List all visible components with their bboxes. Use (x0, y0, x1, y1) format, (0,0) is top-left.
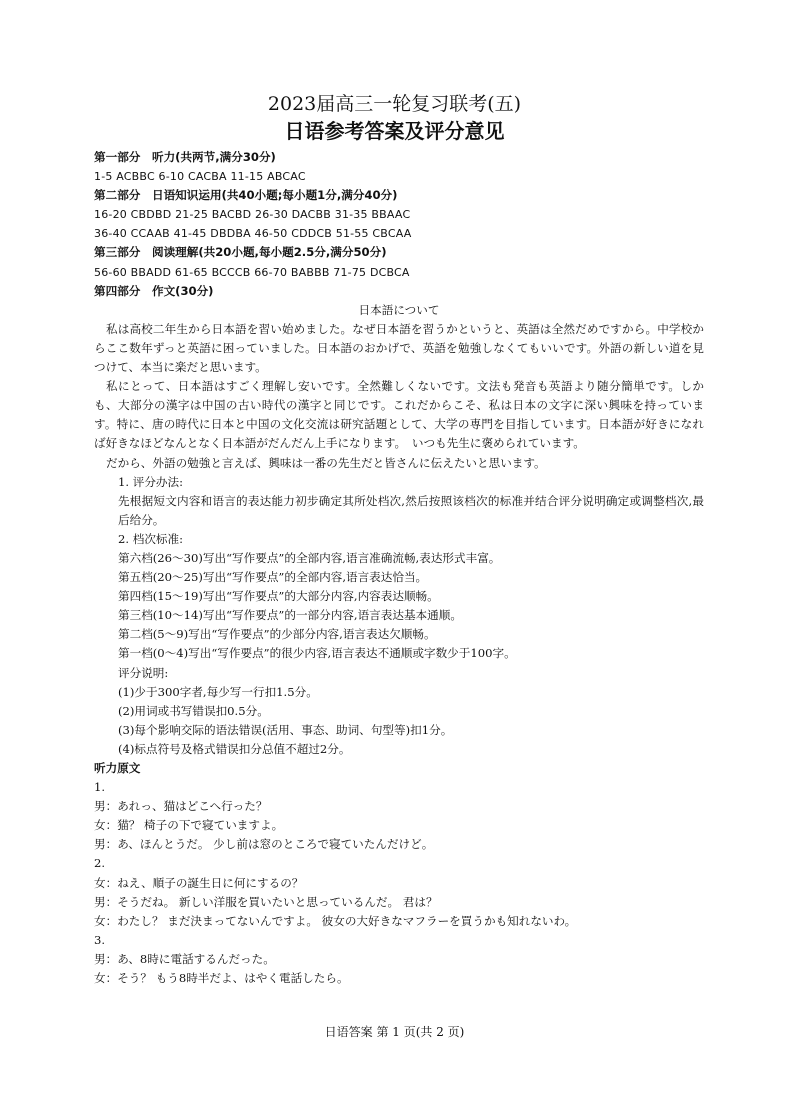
scoring-notes-heading: 评分说明: (118, 665, 169, 680)
part3-answers: 56-60 BBADD 61-65 BCCCB 66-70 BABBB 71-75 DCBCA (94, 265, 410, 279)
part2-answers-row2: 36-40 CCAAB 41-45 DBDBA 46-50 CDDCB 51-55 CBCAA (94, 227, 412, 241)
essay-paragraph-1: 私は高校二年生から日本語を習い始めました。なぜ日本語を習うかというと、英語は全然だめですから。中学校からここ数年ずっと英語に困っていました。日本語のおかげで、英語を勉強しなくてもいいです。外語の新しい道を見つけて、本当に楽だと思います。 (94, 321, 704, 375)
scoring-note: (4)标点符号及格式错误扣分总值不超过2分。 (118, 741, 351, 756)
grade-item: 第四档(15～19)写出“写作要点”的大部分内容,内容表达顺畅。 (118, 589, 439, 604)
grade-item: 第三档(10～14)写出“写作要点”的一部分内容,语言表达基本通顺。 (118, 608, 462, 623)
dialogue-line: 男：あれっ、猫はどこへ行った？ (94, 799, 268, 814)
grade-standard-heading: 2. 档次标准: (118, 531, 184, 546)
dialogue-number: 2. (94, 856, 106, 871)
dialogue-line: 男：あ、ほんとうだ。 少し前は窓のところで寝ていたんだけど。 (94, 837, 434, 852)
part4-heading: 第四部分 作文(30分) (94, 283, 214, 298)
part2-answers-row1: 16-20 CBDBD 21-25 BACBD 26-30 DACBB 31-35 BBAAC (94, 208, 411, 222)
essay-paragraph-3: だから、外語の勉強と言えば、興味は一番の先生だと皆さんに伝えたいと思います。 (106, 455, 546, 470)
part3-heading: 第三部分 阅读理解(共20小题,每小题2.5分,满分50分) (94, 245, 387, 260)
scoring-method-heading: 1. 评分办法: (118, 474, 184, 489)
dialogue-line: 女：そう？ もう8時半だよ、はやく電話したら。 (94, 971, 349, 986)
listening-script-heading: 听力原文 (94, 761, 141, 775)
essay-paragraph-2: 私にとって、日本語はすごく理解し安いです。全然難しくないです。文法も発音も英語より随分簡単です。しかも、大部分の漢字は中国の古い時代の漢字と同じです。これだからこそ、私は日本の文字に深い興味を持っています。特に、唐の時代に日本と中国の文化交流は研究話題として、大学の専門を目指しています。日本語が好きになれば好きなほどなんとなく日本語がだんだん上手になります。 いつも先生に褒められています。 (94, 379, 704, 451)
grade-item: 第一档(0～4)写出“写作要点”的很少内容,语言表达不通顺或字数少于100字。 (118, 646, 516, 661)
scoring-note: (3)每个影响交际的语法错误(活用、事态、助词、句型等)扣1分。 (118, 722, 453, 737)
document-body (94, 148, 704, 988)
dialogue-line: 男：そうだね。 新しい洋服を買いたいと思っているんだ。 君は？ (94, 894, 438, 909)
scoring-note: (1)少于300字者,每少写一行扣1.5分。 (118, 684, 318, 699)
part1-heading: 第一部分 听力(共两节,满分30分) (94, 150, 276, 164)
exam-subtitle: 日语参考答案及评分意见 (284, 119, 505, 143)
scoring-note: (2)用词或书写错误扣0.5分。 (118, 703, 269, 718)
part1-answers: 1-5 ACBBC 6-10 CACBA 11-15 ABCAC (94, 170, 306, 184)
exam-title: 2023届高三一轮复习联考(五) (267, 93, 522, 115)
part2-heading: 第二部分 日语知识运用(共40小题;每小题1分,满分40分) (94, 188, 398, 203)
dialogue-line: 女：わたし？ まだ決まってないんですよ。 彼女の大好きなマフラーを買うかも知れないわ。 (94, 913, 577, 928)
dialogue-line: 女：猫？ 椅子の下で寝ていますよ。 (94, 818, 284, 833)
dialogue-number: 3. (94, 932, 106, 947)
scoring-method-text: 先根据短文内容和语言的表达能力初步确定其所处档次,然后按照该档次的标准并结合评分说明确定或调整档次,最后给分。 (118, 493, 704, 527)
grade-item: 第五档(20～25)写出“写作要点”的全部内容,语言表达恰当。 (118, 570, 428, 585)
dialogue-number: 1. (94, 780, 106, 795)
grade-item: 第二档(5～9)写出“写作要点”的少部分内容,语言表达欠顺畅。 (118, 627, 436, 642)
dialogue-line: 男：あ、8時に電話するんだった。 (94, 951, 275, 966)
page-footer: 日语答案 第 1 页(共 2 页) (324, 1025, 465, 1039)
dialogue-line: 女：ねえ、順子の誕生日に何にするの？ (94, 875, 304, 890)
grade-item: 第六档(26～30)写出“写作要点”的全部内容,语言准确流畅,表达形式丰富。 (118, 550, 501, 565)
essay-title: 日本語について (358, 302, 440, 317)
